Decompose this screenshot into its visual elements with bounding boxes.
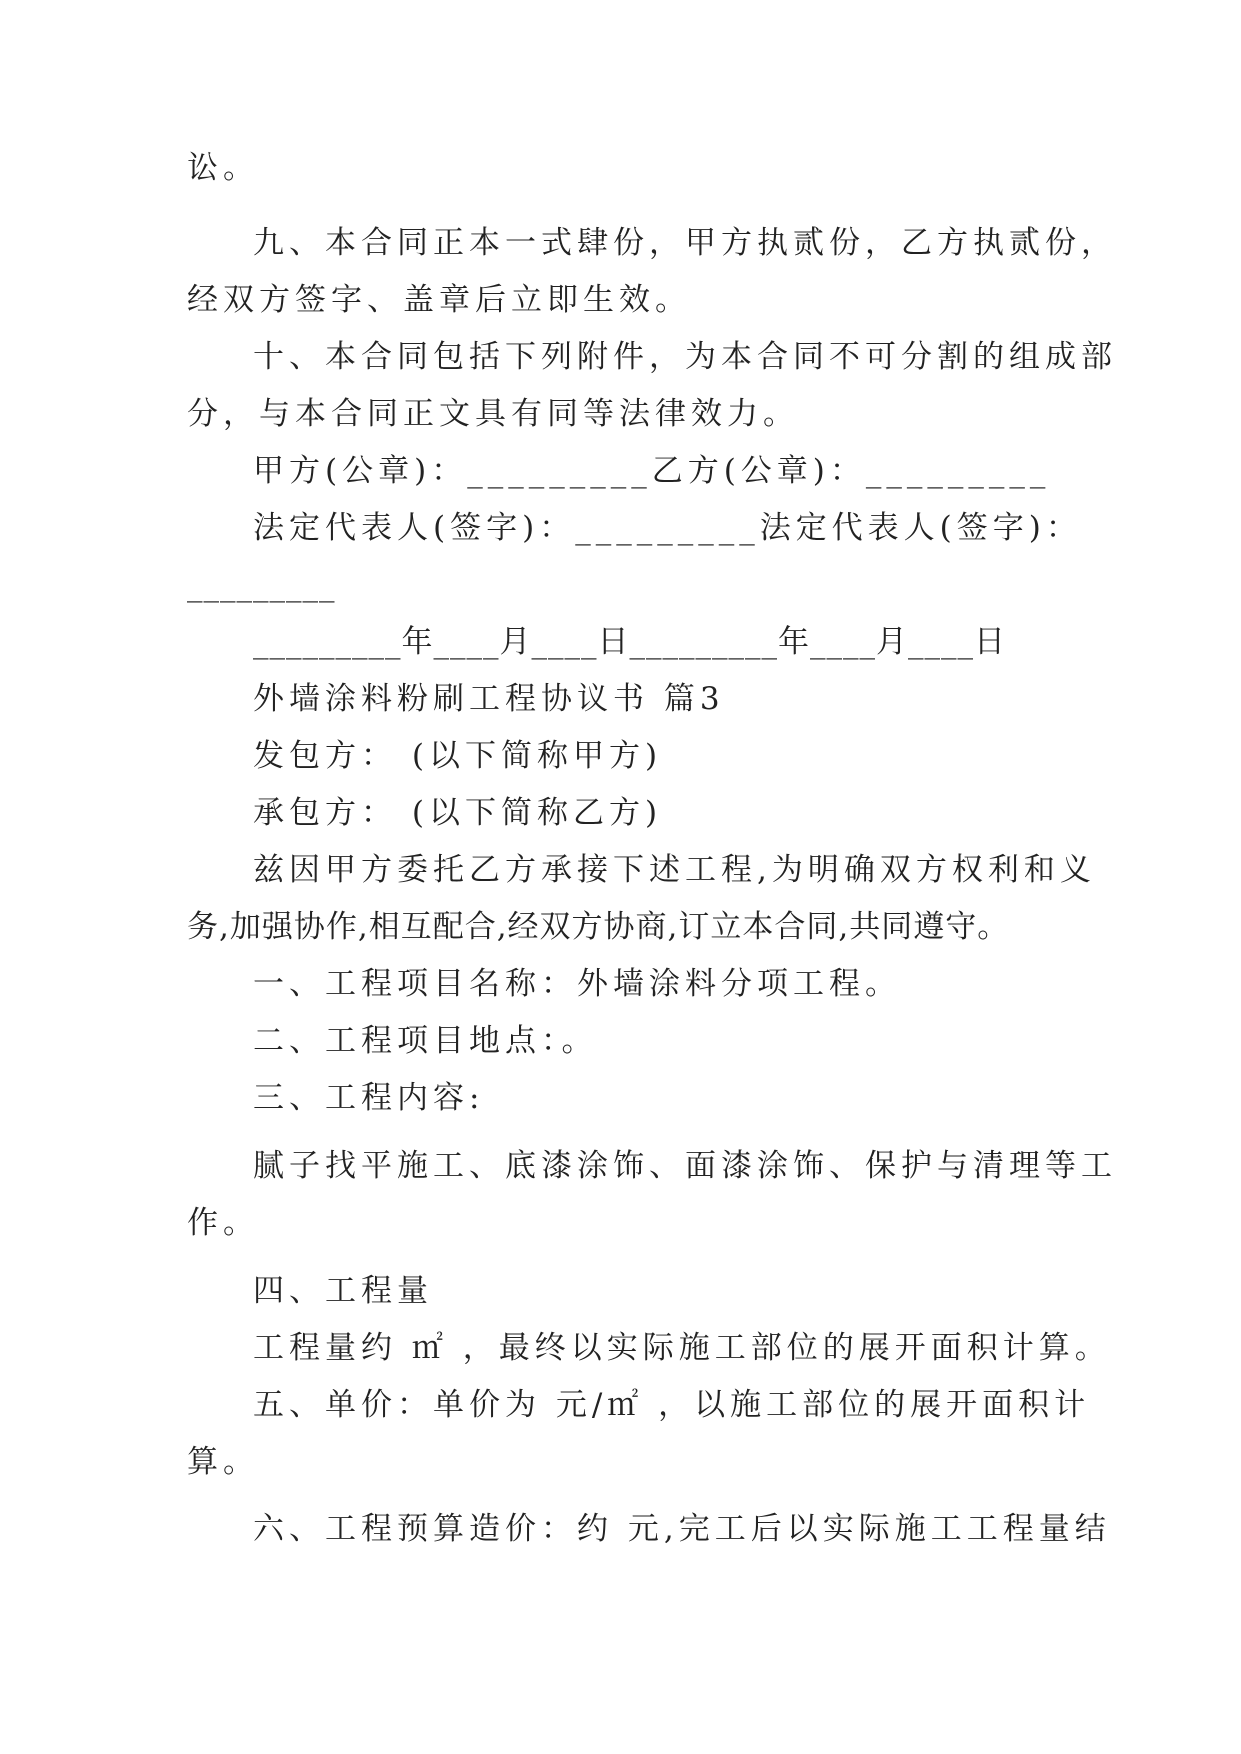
section-heading: 外墙涂料粉刷工程协议书 篇3 [253,681,725,717]
text-line: 兹因甲方委托乙方承接下述工程,为明确双方权利和义 [253,852,1096,888]
text-line: 讼。 [187,150,259,186]
text-line: 四、工程量 [253,1273,433,1309]
text-line: 分，与本合同正文具有同等法律效力。 [187,396,799,432]
text-line: 腻子找平施工、底漆涂饰、面漆涂饰、保护与清理等工 [253,1148,1117,1184]
text-line: 三、工程内容: [253,1080,485,1116]
text-line: 十、本合同包括下列附件，为本合同不可分割的组成部 [253,339,1117,375]
date-line: _________年____月____日_________年____月____日 [253,624,1006,660]
text-line: 算。 [187,1444,259,1480]
text-line: 工程量约 ㎡ ，最终以实际施工部位的展开面积计算。 [253,1330,1111,1366]
text-line: 五、单价：单价为 元/㎡ ，以施工部位的展开面积计 [253,1387,1091,1423]
text-line: 六、工程预算造价：约 元,完工后以实际施工工程量结 [253,1511,1111,1547]
text-line: 经双方签字、盖章后立即生效。 [187,282,691,318]
text-line: 承包方： (以下简称乙方) [253,795,663,831]
text-line: 二、工程项目地点：。 [253,1023,598,1059]
signature-blank: _________ [187,567,336,603]
text-line: 一、工程项目名称：外墙涂料分项工程。 [253,966,901,1002]
text-line: 九、本合同正本一式肆份，甲方执贰份，乙方执贰份， [253,225,1117,261]
text-line: 发包方： (以下简称甲方) [253,738,663,774]
text-line: 务,加强协作,相互配合,经双方协商,订立本合同,共同遵守。 [187,909,1010,945]
text-line: 作。 [187,1205,259,1241]
signature-line-party-a-b: 甲方(公章)：_________乙方(公章)：_________ [253,453,1051,489]
signature-line-representatives: 法定代表人(签字)：_________法定代表人(签字)： [253,510,1082,546]
